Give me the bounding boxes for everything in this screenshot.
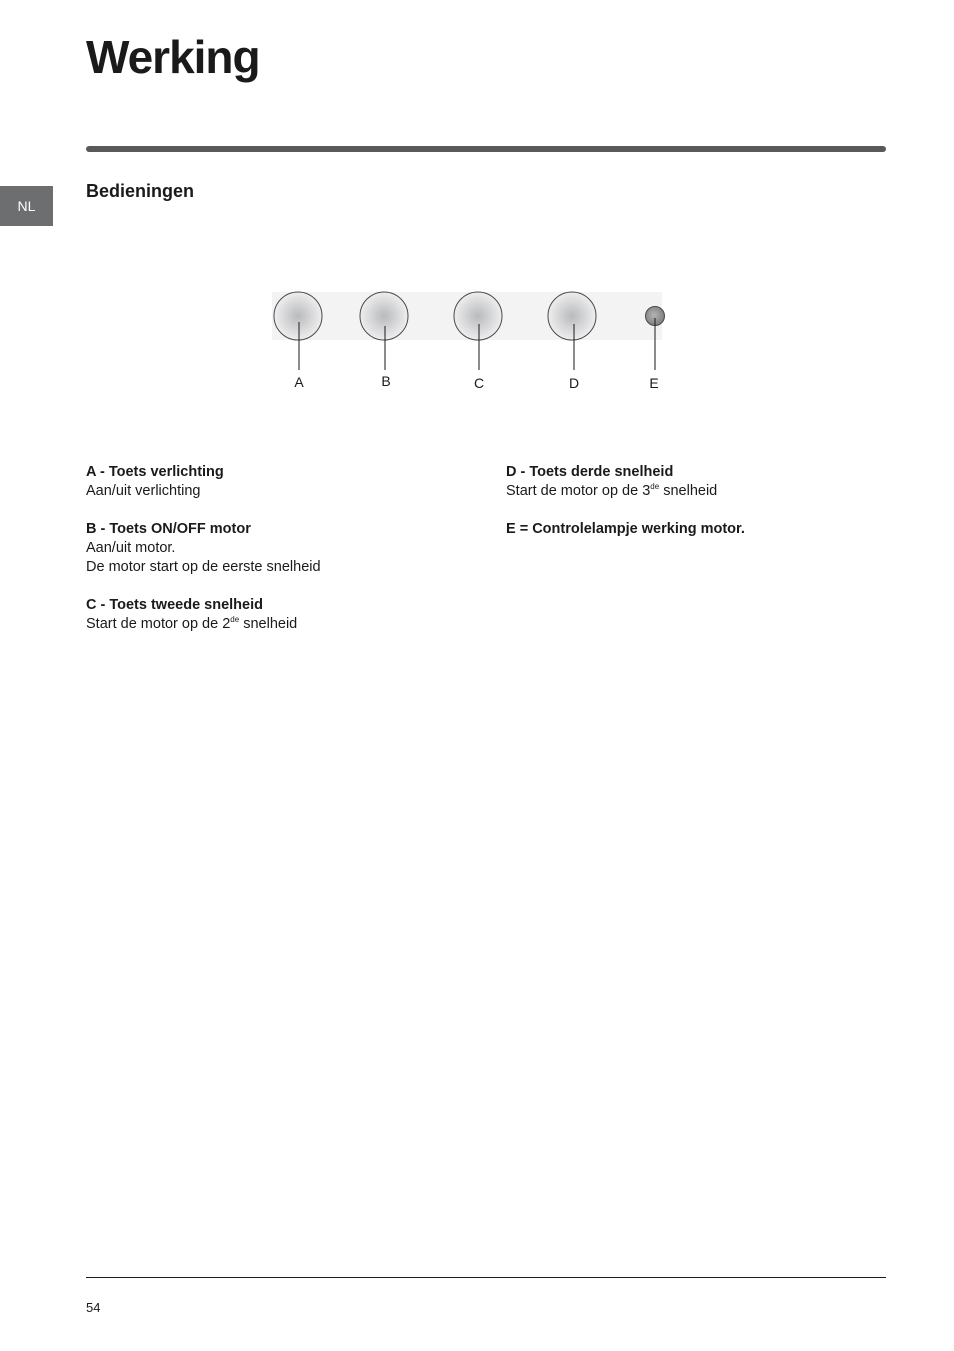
legend-text: Start de motor op de 2de snelheid (86, 615, 298, 632)
footer-rule (86, 1277, 886, 1278)
label-a: A (294, 374, 304, 390)
legend-title: C - Toets tweede snelheid (86, 597, 263, 613)
legend-item-b (86, 520, 466, 577)
legend-right-column (506, 463, 886, 558)
header-rule (86, 146, 886, 152)
legend-text: De motor start op de eerste snelheid (86, 559, 321, 575)
legend-item-e (506, 520, 886, 539)
label-d: D (568, 375, 580, 391)
label-c: C (473, 375, 485, 391)
legend-item-c (86, 596, 466, 634)
button-c (454, 292, 502, 370)
button-d (548, 292, 596, 370)
legend-item-d (506, 463, 886, 501)
legend-text: Aan/uit verlichting (86, 483, 201, 499)
button-b (360, 292, 408, 370)
legend-title: A - Toets verlichting (86, 464, 224, 480)
superscript: de (230, 615, 240, 624)
page-title: Werking (86, 31, 260, 83)
legend-title: D - Toets derde snelheid (506, 464, 674, 480)
superscript: de (650, 482, 660, 491)
button-a (274, 292, 322, 370)
section-heading: Bedieningen (86, 181, 195, 201)
legend-text: Start de motor op de 3de snelheid (506, 482, 718, 499)
legend-text: Aan/uit motor. (86, 540, 176, 556)
page-number: 54 (86, 1300, 101, 1315)
label-e: E (649, 375, 659, 391)
legend-title: E = Controlelampje werking motor. (506, 521, 745, 537)
legend-left-column (86, 463, 466, 653)
legend-title: B - Toets ON/OFF motor (86, 521, 251, 537)
language-tab: NL (0, 186, 53, 226)
label-b: B (381, 373, 391, 389)
legend-item-a (86, 463, 466, 501)
control-panel-diagram (262, 282, 682, 402)
